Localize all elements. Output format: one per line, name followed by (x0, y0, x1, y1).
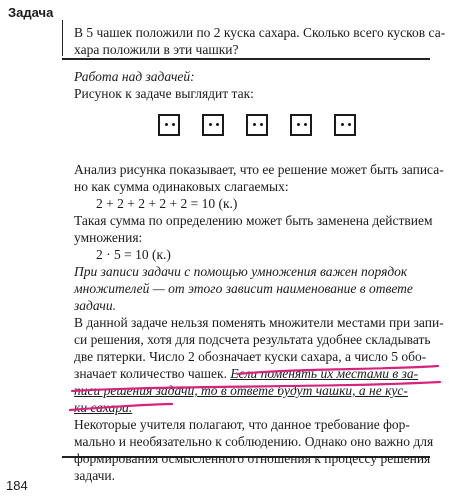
note-line-1: Некоторые учителя полагают, что данное требование фор- (74, 417, 410, 432)
cup-square-icon (202, 114, 224, 136)
rule-line-2: множителей — от этого зависит наименование в ответе (74, 281, 413, 296)
explanation-line-2: си решения, хотя для подсчета результата удобнее складывать (74, 332, 431, 347)
work-title: Работа над задачей: (74, 69, 195, 84)
picture-caption: Рисунок к задаче выглядит так: (74, 86, 254, 101)
explanation-line-3: две пятерки. Число 2 обозначает куски сахара, а число 5 обо- (74, 349, 427, 364)
product-formula: 2 · 5 = 10 (к.) (96, 247, 171, 262)
explanation-line-4-plain: значает количество чашек. (74, 366, 227, 381)
page-number: 184 (6, 478, 28, 493)
explanation-line-1: В данной задаче нельзя поменять множители местами при запи- (74, 315, 444, 330)
rule-line-1: При записи задачи с помощью умножения важен порядок (74, 264, 408, 279)
explanation-line-5: писи решения задачи, то в ответе будут чашки, а не кус- (74, 383, 408, 398)
replace-line-1: Такая сумма по определению может быть заменена действием (74, 213, 433, 228)
explanation-line-4-italic: Если поменять их местами в за- (230, 366, 419, 381)
task-label: Задача (8, 5, 54, 20)
cup-square-icon (334, 114, 356, 136)
cup-square-icon (290, 114, 312, 136)
cup-square-icon (246, 114, 268, 136)
note-line-2: мально и необязательно к соблюдению. Однако оно важно для (74, 434, 434, 449)
analysis-line-1: Анализ рисунка показывает, что ее решение может быть записа- (74, 162, 444, 177)
task-vertical-rule (62, 20, 63, 56)
analysis-line-2: но как сумма одинаковых слагаемых: (74, 179, 289, 194)
cups-picture (158, 114, 368, 140)
problem-line-1: В 5 чашек положили по 2 куска сахара. Сколько всего кусков са- (74, 25, 446, 40)
cup-square-icon (158, 114, 180, 136)
rule-line-3: задачи. (74, 298, 116, 313)
explanation-line-4 (74, 365, 418, 382)
replace-line-2: умножения: (74, 230, 143, 245)
explanation-line-6: ки сахара. (74, 400, 133, 415)
note-line-4: задачи. (74, 468, 116, 483)
problem-line-2: хара положили в эти чашки? (74, 42, 239, 57)
note-line-3: формирования осмысленного отношения к процессу решения (74, 451, 431, 466)
task-divider-line (62, 58, 430, 60)
sum-formula: 2 + 2 + 2 + 2 + 2 = 10 (к.) (96, 196, 238, 211)
